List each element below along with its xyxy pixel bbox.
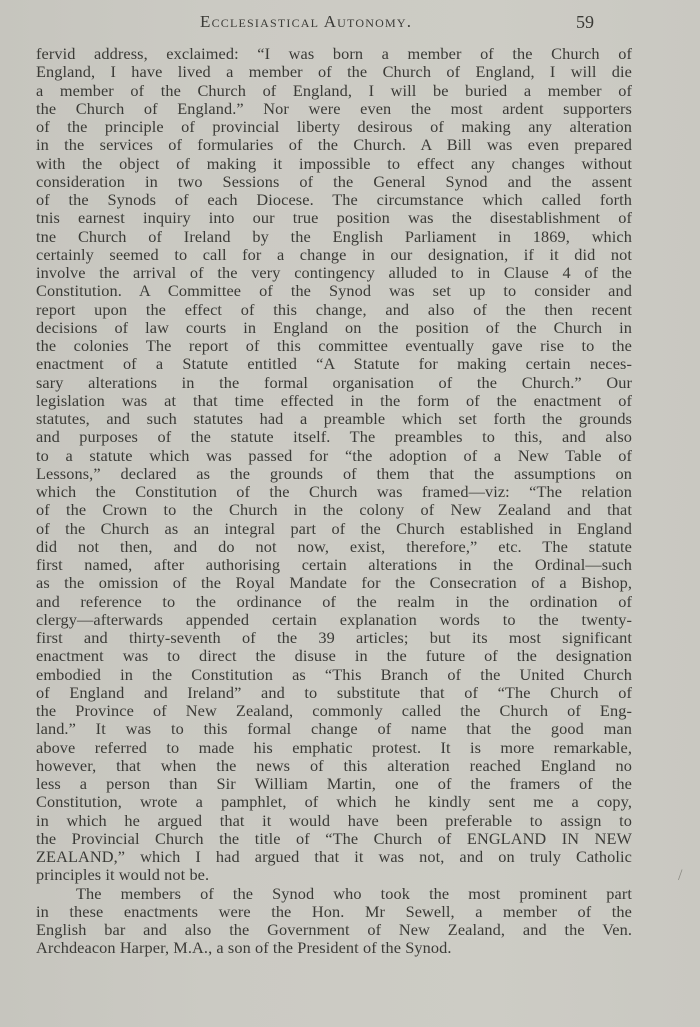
text-line: consideration in two Sessions of the General Synod and the assent bbox=[36, 171, 632, 191]
text-line: in which he argued that it would have been preferable to assign to bbox=[36, 810, 632, 830]
text-line: clergy—afterwards appended certain explanation words to the twenty- bbox=[36, 609, 632, 629]
text-line: England, I have lived a member of the Church of England, I will die bbox=[36, 62, 632, 82]
text-line: first and thirty-seventh of the 39 articles; but its most significant bbox=[36, 628, 632, 647]
text-line: and reference to the ordinance of the realm in the ordination of bbox=[36, 591, 632, 611]
text-line: first named, after authorising certain alterations in the Ordinal—such bbox=[36, 555, 632, 574]
text-line: which the Constitution of the Church was framed—viz: “The relation bbox=[36, 482, 632, 501]
text-line: sary alterations in the formal organisation of the Church.” Our bbox=[36, 372, 632, 392]
running-head: Ecclesiastical Autonomy. bbox=[200, 12, 413, 31]
text-line: Constitution. A Committee of the Synod was set up to consider and bbox=[36, 281, 632, 301]
text-line: report upon the effect of this change, and also of the then recent bbox=[36, 299, 632, 319]
text-line: in the services of formularies of the Church. A Bill was even prepared bbox=[36, 135, 632, 155]
text-line: of England and Ireland” and to substitute that of “The Church of bbox=[36, 682, 632, 702]
text-line: Constitution, wrote a pamphlet, of which he kindly sent me a copy, bbox=[36, 792, 632, 812]
text-line: however, that when the news of this alteration reached England no bbox=[36, 755, 632, 775]
text-line: fervid address, exclaimed: “I was born a member of the Church of bbox=[36, 44, 632, 63]
text-line: enactment of a Statute entitled “A Statute for making certain neces- bbox=[36, 354, 632, 374]
text-line: as the omission of the Royal Mandate for the Consecration of a Bishop, bbox=[36, 573, 632, 593]
text-line: of the Synods of each Diocese. The circumstance which called forth bbox=[36, 190, 632, 209]
page-header bbox=[0, 12, 700, 36]
text-line: with the object of making it impossible to effect any changes without bbox=[36, 153, 632, 173]
text-line: the colonies The report of this committee eventually gave rise to the bbox=[36, 336, 632, 355]
page-number: 59 bbox=[576, 12, 594, 32]
text-line: certainly seemed to call for a change in our designation, if it did not bbox=[36, 244, 632, 264]
text-line: and purposes of the statute itself. The preambles to this, and also bbox=[36, 427, 632, 447]
text-line: did not then, and do not now, exist, therefore,” etc. The statute bbox=[36, 536, 632, 556]
text-line: above referred to made his emphatic protest. It is more remarkable, bbox=[36, 737, 632, 757]
text-line: statutes, and such statutes had a preamble which set forth the grounds bbox=[36, 409, 632, 428]
paragraph-end-line: principles it would not be. bbox=[36, 865, 210, 885]
body-text bbox=[36, 45, 632, 958]
text-line: the Church of England.” Nor were even the most ardent supporters bbox=[36, 98, 632, 118]
text-line: the Province of New Zealand, commonly called the Church of Eng- bbox=[36, 701, 632, 720]
text-line: of the Church as an integral part of the Church established in England bbox=[36, 518, 632, 538]
text-line: legislation was at that time effected in the form of the enactment of bbox=[36, 390, 632, 410]
margin-pencil-mark: / bbox=[678, 867, 683, 884]
text-line: tnis earnest inquiry into our true position was the disestablishment of bbox=[36, 208, 632, 228]
text-line: enactment was to direct the disuse in the future of the designation bbox=[36, 646, 632, 666]
text-line: land.” It was to this formal change of name that the good man bbox=[36, 719, 632, 739]
text-line: less a person than Sir William Martin, one of the framers of the bbox=[36, 774, 632, 793]
paragraph-start-line: The members of the Synod who took the most prominent part bbox=[76, 883, 632, 903]
text-line: of the principle of provincial liberty desirous of making any alteration bbox=[36, 117, 632, 136]
text-line: involve the arrival of the very contingency alluded to in Clause 4 of the bbox=[36, 263, 632, 282]
text-line: to a statute which was passed for “the adoption of a New Table of bbox=[36, 445, 632, 465]
text-line: ZEALAND,” which I had argued that it was not, and on truly Catholic bbox=[36, 847, 632, 866]
text-line: embodied in the Constitution as “This Branch of the United Church bbox=[36, 664, 632, 684]
text-line: decisions of law courts in England on the position of the Church in bbox=[36, 317, 632, 337]
text-line: the Provincial Church the title of “The Church of ENGLAND IN NEW bbox=[36, 828, 632, 848]
text-line: English bar and also the Government of New Zealand, and the Ven. bbox=[36, 920, 632, 939]
text-line: in these enactments were the Hon. Mr Sewell, a member of the bbox=[36, 901, 632, 921]
text-line: tne Church of Ireland by the English Parliament in 1869, which bbox=[36, 226, 632, 246]
paragraph-end-line: Archdeacon Harper, M.A., a son of the President of the Synod. bbox=[36, 938, 452, 958]
text-line: a member of the Church of England, I will be buried a member of bbox=[36, 80, 632, 100]
text-line: Lessons,” declared as the grounds of them that the assumptions on bbox=[36, 463, 632, 483]
text-line: of the Crown to the Church in the colony of New Zealand and that bbox=[36, 500, 632, 520]
